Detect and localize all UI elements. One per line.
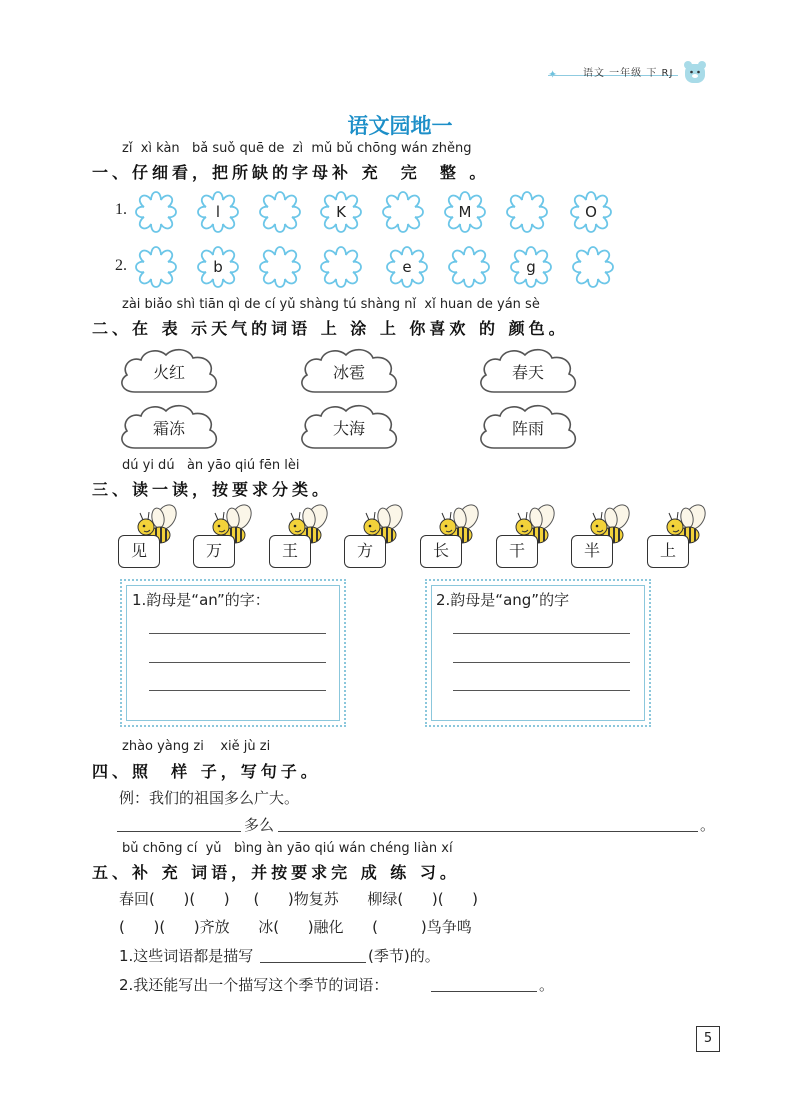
answer-line[interactable]: [453, 662, 630, 663]
word-line-2[interactable]: ( )( )齐放 冰( )融化 ( )鸟争鸣: [119, 918, 472, 936]
sentence-end: 。: [700, 816, 716, 834]
sentence-middle: 多么: [244, 816, 275, 834]
char-card[interactable]: 上: [647, 535, 689, 568]
word-cloud[interactable]: 大海: [293, 400, 405, 458]
flower-letter: O: [568, 189, 614, 235]
char-card[interactable]: 长: [420, 535, 462, 568]
char-card[interactable]: 半: [571, 535, 613, 568]
flower-blank[interactable]: [257, 244, 303, 290]
word-cloud[interactable]: 春天: [472, 344, 584, 402]
answer-line[interactable]: [149, 662, 326, 663]
row1-number: 1.: [115, 201, 127, 218]
flower-blank[interactable]: [133, 244, 179, 290]
ang-box-title: 2.韵母是“ang”的字: [436, 591, 570, 609]
q2-heading: 二、在 表 示天气的词语 上 涂 上 你喜欢 的 颜色。: [92, 319, 569, 338]
row2-number: 2.: [115, 257, 127, 274]
answer-line[interactable]: [453, 633, 630, 634]
char-card[interactable]: 见: [118, 535, 160, 568]
q1-pinyin: zǐ xì kàn bǎ suǒ quē de zì mǔ bǔ chōng wán zhěng: [122, 141, 472, 156]
char-card[interactable]: 万: [193, 535, 235, 568]
flower-blank[interactable]: [446, 244, 492, 290]
flower-letter: b: [195, 244, 241, 290]
answer-line[interactable]: [149, 690, 326, 691]
page-number: 5: [696, 1026, 720, 1052]
word-line-1[interactable]: 春回( )( ) ( )物复苏 柳绿( )( ): [119, 890, 479, 908]
flower-letter: K: [318, 189, 364, 235]
word-cloud[interactable]: 火红: [113, 344, 225, 402]
flower-blank[interactable]: [257, 189, 303, 235]
season-blank[interactable]: [260, 962, 366, 963]
flower-blank[interactable]: [570, 244, 616, 290]
word-cloud[interactable]: 阵雨: [472, 400, 584, 458]
sentence-blank-1[interactable]: [117, 831, 241, 832]
bear-icon: [683, 60, 707, 84]
season-word-blank[interactable]: [431, 991, 537, 992]
q3-heading: 三、读一读，按要求分类。: [92, 480, 333, 499]
q5-pinyin: bǔ chōng cí yǔ bìng àn yāo qiú wán chéng liàn xí: [122, 841, 453, 856]
example-sentence: 例：我们的祖国多么广大。: [119, 789, 300, 807]
sentence-blank-2[interactable]: [278, 831, 698, 832]
flower-blank[interactable]: [133, 189, 179, 235]
season-question: 1.这些词语都是描写: [119, 947, 254, 965]
season-word-question: 2.我还能写出一个描写这个季节的词语：: [119, 976, 389, 994]
flower-blank[interactable]: [318, 244, 364, 290]
q2-pinyin: zài biǎo shì tiān qì de cí yǔ shàng tú shàng nǐ xǐ huan de yán sè: [122, 297, 540, 312]
flower-blank[interactable]: [380, 189, 426, 235]
header-text: 语文 一年级 下 RJ: [583, 68, 674, 79]
page-title: 语文园地一: [347, 114, 453, 138]
char-card[interactable]: 干: [496, 535, 538, 568]
answer-line[interactable]: [149, 633, 326, 634]
season-word-end: 。: [539, 976, 555, 994]
char-card[interactable]: 方: [344, 535, 386, 568]
q1-heading: 一、仔细看，把所缺的字母补 充 完 整 。: [92, 163, 490, 182]
season-question-end: (季节)的。: [368, 947, 440, 965]
q4-pinyin: zhào yàng zi xiě jù zi: [122, 739, 271, 754]
char-card[interactable]: 王: [269, 535, 311, 568]
q3-pinyin: dú yi dú àn yāo qiú fēn lèi: [122, 458, 300, 473]
an-box-title: 1.韵母是“an”的字：: [132, 591, 270, 609]
q4-heading: 四、照 样 子，写句子。: [92, 762, 321, 781]
word-cloud[interactable]: 冰雹: [293, 344, 405, 402]
flower-letter: e: [384, 244, 430, 290]
flower-letter: M: [442, 189, 488, 235]
answer-line[interactable]: [453, 690, 630, 691]
word-cloud[interactable]: 霜冻: [113, 400, 225, 458]
flower-letter: g: [508, 244, 554, 290]
q5-heading: 五、补 充 词语，并按要求完 成 练 习。: [92, 863, 460, 882]
flower-blank[interactable]: [504, 189, 550, 235]
flower-letter: l: [195, 189, 241, 235]
